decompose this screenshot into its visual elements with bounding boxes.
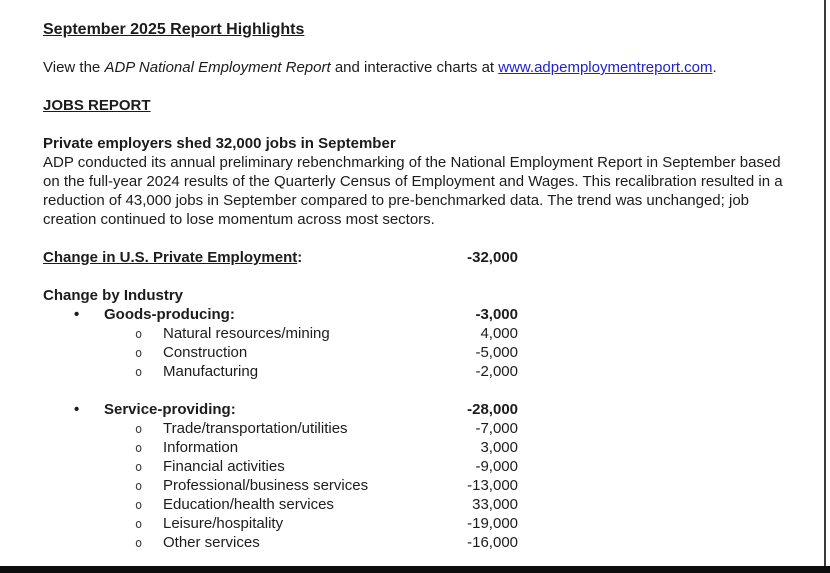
- item-label: Financial activities: [163, 458, 285, 475]
- report-page: [43, 20, 801, 552]
- item-value: 4,000: [480, 325, 518, 342]
- circle-bullet-icon: o: [135, 346, 143, 360]
- jobs-report-heading: [43, 96, 801, 115]
- summary-row: [43, 248, 801, 267]
- group-value: -3,000: [475, 306, 518, 323]
- adp-report-link[interactable]: www.adpemploymentreport.com: [498, 59, 713, 76]
- group-row-goods: [43, 305, 801, 324]
- group-value: -28,000: [467, 401, 518, 418]
- page-title-text: September 2025 Report Highlights: [43, 21, 305, 38]
- intro-mid: and interactive charts at: [330, 59, 499, 76]
- spacer: [43, 39, 801, 58]
- item-row: [43, 533, 801, 552]
- group-row-services: [43, 400, 801, 419]
- item-value: 3,000: [480, 439, 518, 456]
- item-label: Information: [163, 439, 239, 456]
- spacer: [43, 381, 801, 400]
- circle-bullet-icon: o: [135, 327, 143, 341]
- item-label: Education/health services: [163, 496, 334, 513]
- item-value: -16,000: [467, 534, 518, 551]
- item-row: [43, 324, 801, 343]
- circle-bullet-icon: o: [135, 422, 143, 436]
- bullet-icon: •: [74, 306, 80, 323]
- summary-label: Change in U.S. Private Employment:: [43, 249, 303, 266]
- item-row: [43, 362, 801, 381]
- industry-heading: Change by Industry: [43, 287, 184, 304]
- item-label: Leisure/hospitality: [163, 515, 284, 532]
- item-row: [43, 438, 801, 457]
- report-name-italic: ADP National Employment Report: [104, 59, 331, 76]
- item-value: -5,000: [475, 344, 518, 361]
- item-row: [43, 457, 801, 476]
- page-right-edge-line: [824, 0, 826, 569]
- circle-bullet-icon: o: [135, 536, 143, 550]
- spacer: [43, 229, 801, 248]
- summary-value: -32,000: [467, 249, 518, 266]
- item-value: -9,000: [475, 458, 518, 475]
- item-label: Construction: [163, 344, 248, 361]
- circle-bullet-icon: o: [135, 498, 143, 512]
- item-row: [43, 476, 801, 495]
- bullet-icon: •: [74, 401, 80, 418]
- item-row: [43, 343, 801, 362]
- item-value: -2,000: [475, 363, 518, 380]
- circle-bullet-icon: o: [135, 441, 143, 455]
- jobs-report-heading-text: JOBS REPORT: [43, 97, 151, 114]
- circle-bullet-icon: o: [135, 365, 143, 379]
- item-value: 33,000: [472, 496, 518, 513]
- item-value: -13,000: [467, 477, 518, 494]
- item-label: Other services: [163, 534, 260, 551]
- body-paragraph: ADP conducted its annual preliminary rebenchmarking of the National Employment Report in September based on the full-year 2024 results of the Quarterly Census of Employment and Wages. This recalibration resulted in a reduction of 43,000 jobs in September compared to pre-benchmarked data. The trend was unchanged; job creation continued to lose momentum across most sectors.: [43, 154, 783, 228]
- item-value: -19,000: [467, 515, 518, 532]
- item-row: [43, 495, 801, 514]
- page-bottom-edge-bar: [0, 566, 830, 573]
- item-label: Manufacturing: [163, 363, 259, 380]
- intro-period: .: [712, 59, 717, 76]
- item-label: Professional/business services: [163, 477, 369, 494]
- group-label: Goods-producing:: [104, 306, 235, 323]
- spacer: [43, 77, 801, 96]
- item-row: [43, 514, 801, 533]
- group-label: Service-providing:: [104, 401, 236, 418]
- intro-pre: View the: [43, 59, 105, 76]
- page-title: [43, 20, 801, 39]
- spacer: [43, 267, 801, 286]
- circle-bullet-icon: o: [135, 479, 143, 493]
- circle-bullet-icon: o: [135, 517, 143, 531]
- item-label: Natural resources/mining: [163, 325, 330, 342]
- subhead: Private employers shed 32,000 jobs in September: [43, 135, 396, 152]
- circle-bullet-icon: o: [135, 460, 143, 474]
- intro-line: [43, 58, 801, 77]
- item-value: -7,000: [475, 420, 518, 437]
- item-label: Trade/transportation/utilities: [163, 420, 348, 437]
- spacer: [43, 115, 801, 134]
- item-row: [43, 419, 801, 438]
